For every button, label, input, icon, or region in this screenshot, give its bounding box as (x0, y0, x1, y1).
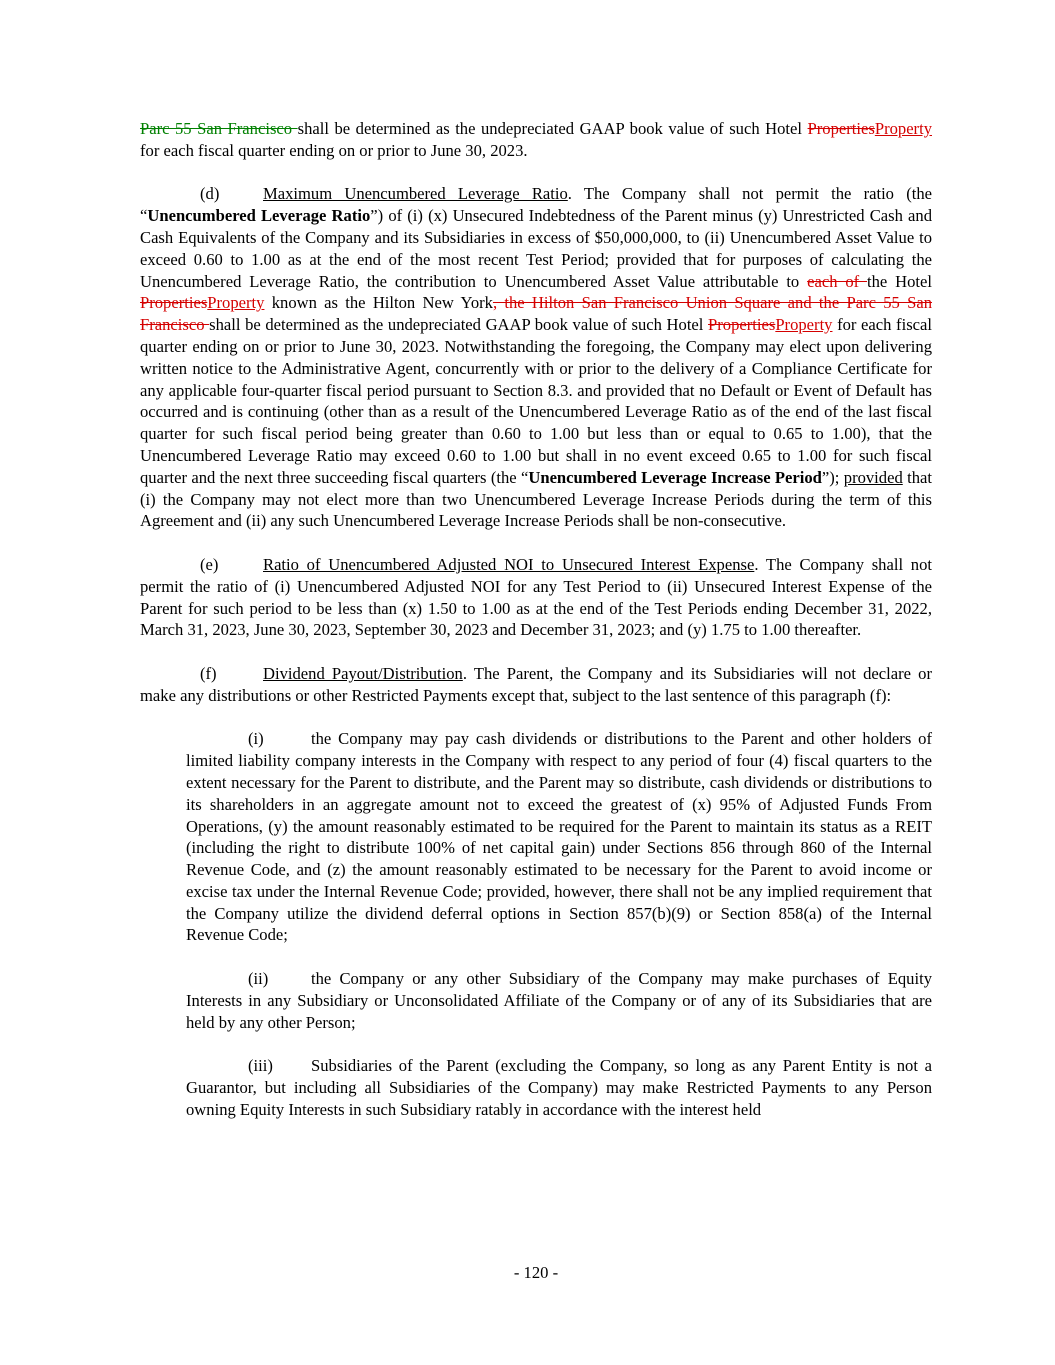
text-segment-ins-red: Property (874, 119, 932, 138)
text-segment-label: (e) (200, 554, 219, 574)
text-segment-normal: . The Company shall not permit the ratio of (i) Unencumbered Adjusted NOI for any Test Period to (ii) Unsecured Interest Expense of the Parent for such period to be less than (x) 1.50 to 1.00 as at the end of the Test Periods ending December 31, 2022, March 31, 2023, June 30, 2023, September 30, 2023 and December 31, 2023; and (y) 1.75 to 1.00 thereafter. (140, 554, 932, 640)
text-segment-normal: the Hotel (867, 271, 933, 291)
text-segment-del-red: Properties (807, 119, 875, 138)
text-segment-normal: the Company or any other Subsidiary of the Company may make purchases of Equity Interests in any Subsidiary or Unconsolidated Affiliate of the Company or of any of its Subsidiaries that are held by any other Person; (186, 969, 932, 1032)
text-segment-normal: ”); (821, 467, 844, 487)
text-segment-label: (f) (200, 663, 217, 683)
page-number: - 120 - (513, 1263, 559, 1282)
para-f-ii (186, 968, 932, 1033)
text-segment-normal: shall be determined as the undepreciated GAAP book value of such Hotel (209, 315, 709, 335)
text-segment-normal: . The Company shall not permit the ratio (the “ (140, 184, 932, 226)
text-segment-normal: ”) of (i) (x) Unsecured Indebtedness of the Parent minus (y) Unrestricted Cash and Cash Equivalents of the Company and its Subsidiaries in excess of $50,000,000, to (ii) Unencumbered Asset Value to exceed 0.60 to 1.00 as at the end of the most recent Test Period; provided that for purposes of calculating the Unencumbered Leverage Ratio, the contribution to Unencumbered Asset Value attributable to (140, 206, 933, 291)
text-segment-label: (i) (248, 729, 264, 749)
para-d-maximum-unencumbered-leverage-ratio (140, 183, 932, 532)
text-segment-normal: . The Parent, the Company and its Subsidiaries will not declare or make any distributions or other Restricted Payments except that, subject to the last sentence of this paragraph (f): (140, 663, 932, 705)
text-segment-underline: Dividend Payout/Distribution (263, 663, 463, 683)
text-segment-bold: Unencumbered Leverage Increase Period (528, 467, 822, 487)
text-segment-bold: Unencumbered Leverage Ratio (147, 206, 371, 226)
text-segment-del-red: each of (807, 271, 868, 291)
text-segment-normal: for each fiscal quarter ending on or prior to June 30, 2023. Notwithstanding the foregoing, the Company may elect upon delivering written notice to the Administrative Agent, concurrently with or prior to the delivery of a Compliance Certificate for any applicable four-quarter fiscal period pursuant to Section 8.3. and provided that no Default or Event of Default has occurred and is continuing (other than as a result of the Unencumbered Leverage Ratio as of the end of the last fiscal quarter for such fiscal period being greater than 0.60 to 1.00 but less than or equal to 0.65 to 1.00), that the Unencumbered Leverage Ratio may exceed 0.60 to 1.00 but shall in no event exceed 0.65 to 1.00 for such fiscal quarter and the next three succeeding fiscal quarters (the “ (140, 315, 932, 487)
text-segment-label: (d) (200, 184, 220, 204)
text-segment-del-red: Properties (140, 293, 208, 313)
para-e-ratio-unencumbered-adjusted-noi (140, 554, 932, 641)
text-segment-underline: Maximum Unencumbered Leverage Ratio (263, 184, 568, 204)
para-continuation (140, 118, 932, 162)
text-segment-normal: that (i) the Company may not elect more than two Unencumbered Leverage Increase Periods during the term of this Agreement and (ii) any such Unencumbered Leverage Increase Periods shall be non-consecutive. (140, 467, 932, 531)
para-f-i (186, 728, 932, 946)
text-segment-normal: for each fiscal quarter ending on or prior to June 30, 2023. (140, 140, 528, 160)
text-segment-underline: Ratio of Unencumbered Adjusted NOI to Unsecured Interest Expense (263, 554, 755, 574)
text-segment-label: (iii) (248, 1056, 273, 1076)
para-f-iii (186, 1055, 932, 1120)
text-segment-del-red: , the Hilton San Francisco Union Square and the Parc 55 San Francisco (140, 293, 932, 335)
text-segment-ins-red: Property (775, 315, 833, 335)
text-segment-del-green: Parc 55 San Francisco (140, 119, 298, 138)
text-segment-normal: known as the Hilton New York (264, 293, 493, 313)
text-segment-normal: the Company may pay cash dividends or distributions to the Parent and other holders of limited liability company interests in the Company with respect to any period of four (4) fiscal quarters to the extent necessary for the Parent to distribute, and the Parent may so distribute, cash dividends or distributions to its shareholders in an aggregate amount not to exceed the greatest of (x) 95% of Adjusted Funds From Operations, (y) the amount reasonably estimated to be required for the Parent to maintain its status as a REIT (including the right to distribute 100% of net capital gain) under Sections 856 through 860 of the Internal Revenue Code, and (z) the amount reasonably estimated to be necessary for the Parent to avoid income or excise tax under the Internal Revenue Code; provided, however, there shall not be any implied requirement that the Company utilize the dividend deferral options in Section 857(b)(9) or Section 858(a) of the Internal Revenue Code; (186, 729, 932, 945)
text-segment-normal: Subsidiaries of the Parent (excluding the Company, so long as any Parent Entity is not a Guarantor, but including all Subsidiaries of the Company) may make Restricted Payments to any Person owning Equity Interests in such Subsidiary ratably in accordance with the interest held (186, 1056, 932, 1119)
text-segment-del-red: Properties (708, 315, 776, 335)
text-segment-ins-red: Property (207, 293, 265, 313)
text-segment-label: (ii) (248, 969, 269, 989)
document-body (140, 118, 932, 1142)
text-segment-normal: shall be determined as the undepreciated GAAP book value of such Hotel (297, 119, 808, 138)
para-f-dividend-payout-distribution (140, 663, 932, 707)
text-segment-underline: provided (843, 467, 903, 487)
